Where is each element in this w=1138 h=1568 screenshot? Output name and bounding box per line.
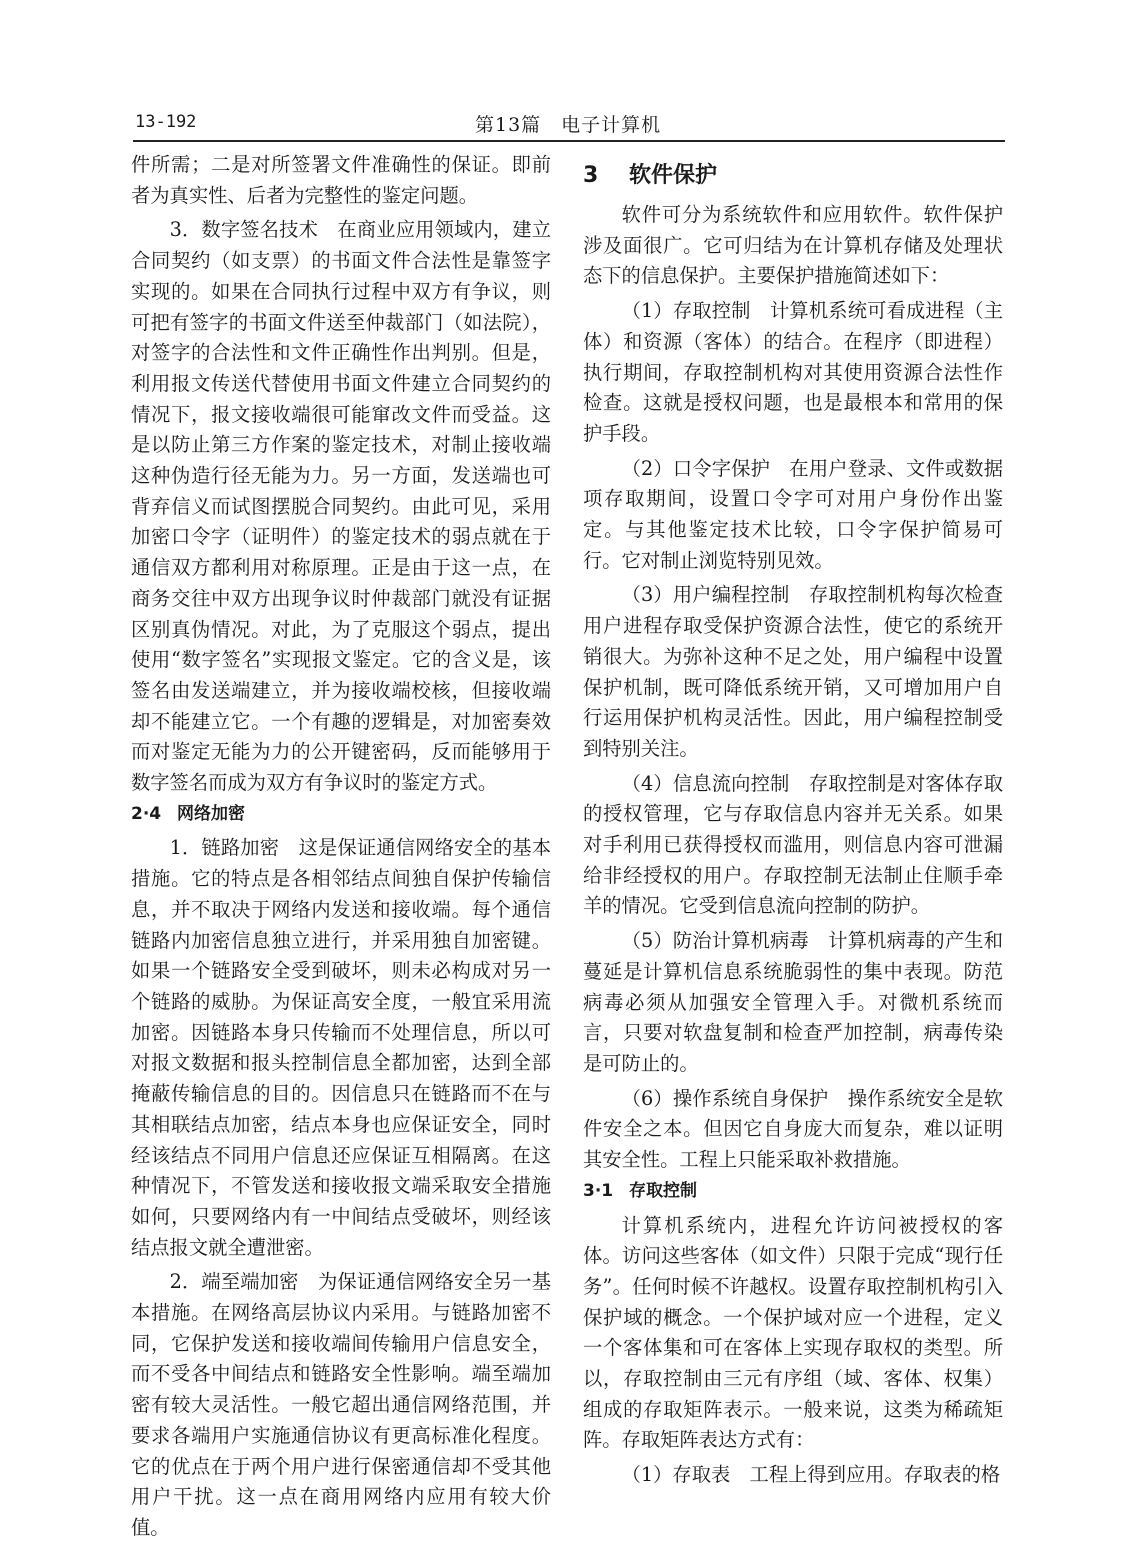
page-number: 13-192 [135,112,197,132]
paragraph: （6）操作系统自身保护 操作系统安全是软件安全之本。但因它自身庞大而复杂，难以证明其安全性。工程上只能采取补救措施。 [583,1086,1003,1172]
section-number: 2·4 [131,803,162,824]
left-column [131,150,551,1544]
section-heading [583,160,1003,192]
paragraph: 1．链路加密 这是保证通信网络安全的基本措施。它的特点是各相邻结点间独自保护传输信息，并不取决于网络内发送和接收端。每个通信链路内加密信息独立进行，并采用独自加密键。如果一个链路安全受到破坏，则未必构成对另一个链路的威胁。为保证高安全度，一般宜采用流加密。因链路本身只传输而不处理信息，所以可对报文数据和报头控制信息全都加密，达到全部掩蔽传输信息的目的。因信息只在链路而不在与其相联结点加密，结点本身也应保证安全，同时经该结点不同用户信息还应保证互相隔离。在这种情况下，不管发送和接收报文端采取安全措施如何，只要网络内有一中间结点受破坏，则经该结点报文就全遭泄密。 [131,836,551,1259]
paragraph: 3．数字签名技术 在商业应用领域内，建立合同契约（如支票）的书面文件合法性是靠签字实现的。如果在合同执行过程中双方有争议，则可把有签字的书面文件送至仲裁部门（如法院），对签字的合法性和文件正确性作出判别。但是，利用报文传送代替使用书面文件建立合同契约的情况下，报文接收端很可能窜改文件而受益。这是以防止第三方作案的鉴定技术，对制止接收端这种伪造行径无能为力。另一方面，发送端也可背弃信义而试图摆脱合同契约。由此可见，采用加密口令字（证明件）的鉴定技术的弱点就在于通信双方都利用对称原理。正是由于这一点，在商务交往中双方出现争议时仲裁部门就没有证据区别真伪情况。对此，为了克服这个弱点，提出使用“数字签名”实现报文鉴定。它的含义是，该签名由发送端建立，并为接收端校核，但接收端却不能建立它。一个有趣的逻辑是，对加密奏效而对鉴定无能为力的公开键密码，反而能够用于数字签名而成为双方有争议时的鉴定方式。 [131,218,551,795]
paragraph: （4）信息流向控制 存取控制是对客体存取的授权管理，它与存取信息内容并无关系。如果对手利用已获得授权而滥用，则信息内容可泄漏给非经授权的用户。存取控制无法制止住顺手牵羊的情况。它受到信息流向控制的防护。 [583,771,1003,918]
section-number: 3 [583,163,599,188]
paragraph: 计算机系统内，进程允许访问被授权的客体。访问这些客体（如文件）只限于完成“现行任务”。任何时候不许越权。设置存取控制机构引入保护域的概念。一个保护域对应一个进程，定义一个客体集和可在客体上实现存取权的类型。所以，存取控制由三元有序组（域、客体、权集）组成的存取矩阵表示。一般来说，这类为稀疏矩阵。存取矩阵表达方式有： [583,1213,1003,1452]
paragraph: （3）用户编程控制 存取控制机构每次检查用户进程存取受保护资源合法性，使它的系统开销很大。为弥补这种不足之处，用户编程中设置保护机制，既可降低系统开销，又可增加用户自行运用保护机构灵活性。因此，用户编程控制受到特别关注。 [583,583,1003,760]
paragraph: （2）口令字保护 在用户登录、文件或数据项存取期间，设置口令字可对用户身份作出鉴定。与其他鉴定技术比较，口令字保护简易可行。它对制止浏览特别见效。 [583,456,1003,572]
paragraph: 软件可分为系统软件和应用软件。软件保护涉及面很广。它可归结为在计算机存储及处理状态下的信息保护。主要保护措施简述如下： [583,203,1003,288]
chapter-title: 第13篇 电子计算机 [475,114,662,136]
paragraph: （1）存取控制 计算机系统可看成进程（主体）和资源（客体）的结合。在程序（即进程）执行期间，存取控制机构对其使用资源合法性作检查。这就是授权问题，也是最根本和常用的保护手段。 [583,299,1003,445]
paragraph: 件所需；二是对所签署文件准确性的保证。即前者为真实性、后者为完整性的鉴定问题。 [131,153,551,207]
running-header [133,108,1005,142]
paragraph: 2．端至端加密 为保证通信网络安全另一基本措施。在网络高层协议内采用。与链路加密不同，它保护发送和接收端间传输用户信息安全，而不受各中间结点和链路安全性影响。端至端加密有较大灵活性。一般它超出通信网络范围，并要求各端用户实施通信协议有更高标准化程度。它的优点在于两个用户进行保密通信却不受其他用户干扰。这一点在商用网络内应用有较大价值。 [131,1270,551,1539]
paragraph: （1）存取表 工程上得到应用。存取表的格 [621,1463,1001,1487]
section-title: 网络加密 [177,803,245,824]
section-heading [583,1176,1003,1207]
section-number: 3·1 [583,1180,614,1201]
right-column [583,150,1003,1491]
section-heading [131,799,551,830]
section-title: 存取控制 [629,1180,697,1201]
paragraph: （5）防治计算机病毒 计算机病毒的产生和蔓延是计算机信息系统脆弱性的集中表现。防范病毒必须从加强安全管理入手。对微机系统而言，只要对软盘复制和检查严加控制，病毒传染是可防止的。 [583,929,1003,1075]
section-title: 软件保护 [629,163,718,188]
